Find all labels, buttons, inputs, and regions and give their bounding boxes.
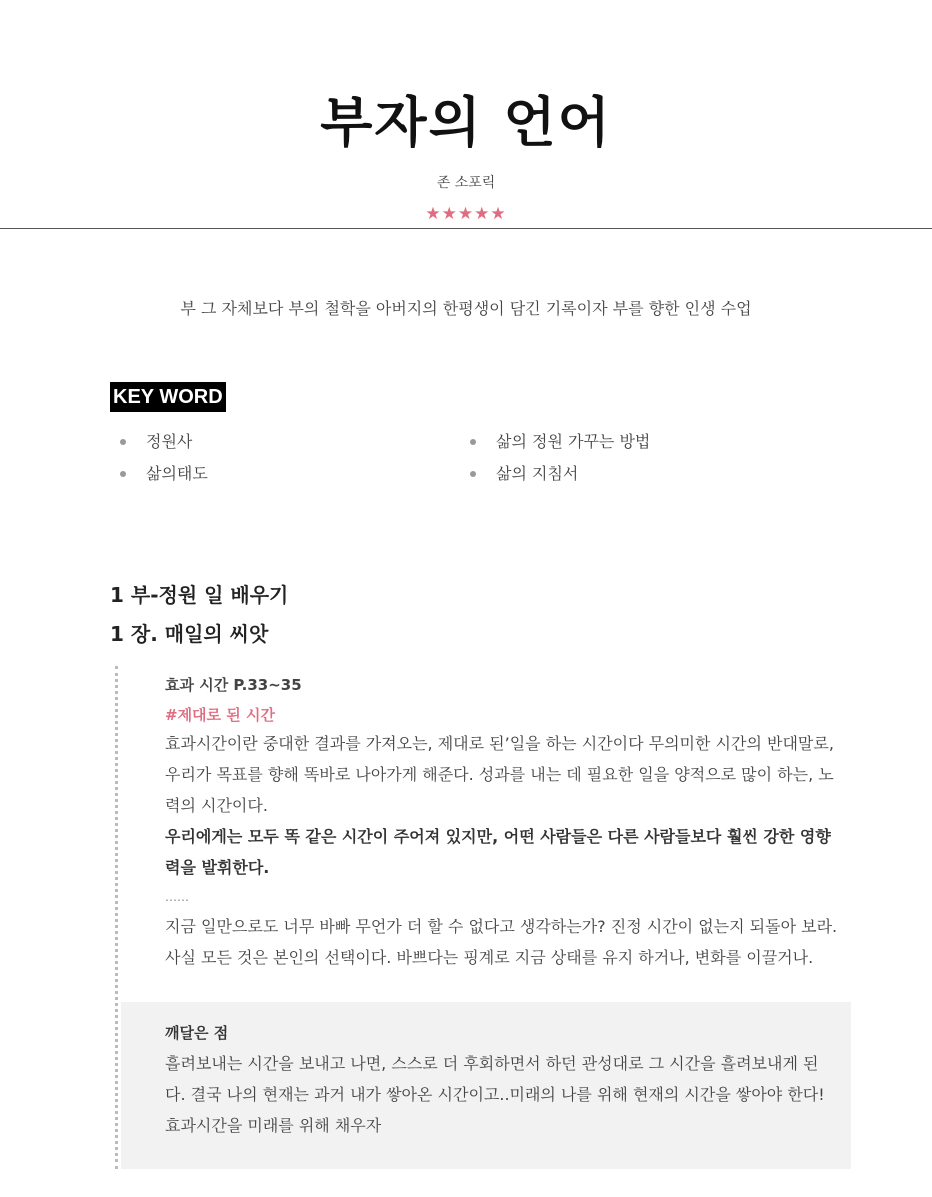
book-author: 존 소포릭: [436, 175, 496, 191]
insight-box: [121, 1002, 851, 1169]
quote-paragraph: 지금 일만으로도 너무 바빠 무언가 더 할 수 없다고 생각하는가? 진정 시간이 없는지 되돌아 보라. 사실 모든 것은 본인의 선택이다. 바쁘다는 핑계로 지금 상태를 유지 하거나, 변화를 이끌거나.: [165, 917, 838, 967]
keyword-item: [120, 460, 470, 488]
insight-text: 흘려보내는 시간을 보내고 나면, 스스로 더 후회하면서 하던 관성대로 그 시간을 흘려보내게 된다. 결국 나의 현재는 과거 내가 쌓아온 시간이고..미래의 나를 위해 현재의 시간을 쌓아야 한다! 효과시간을 미래를 위해 채우자: [165, 1054, 825, 1135]
book-summary: 부 그 자체보다 부의 철학을 아버지의 한평생이 담긴 기록이자 부를 향한 인생 수업: [180, 299, 752, 318]
bullet-icon: [470, 471, 476, 477]
keyword-text: 삶의태도: [146, 464, 208, 483]
keyword-text: 삶의 정원 가꾸는 방법: [496, 432, 651, 451]
hashtag: #제대로 된 시간: [165, 706, 275, 724]
keyword-label: KEY WORD: [110, 382, 226, 412]
quote-block: [115, 666, 848, 1169]
keyword-item: [470, 460, 820, 488]
keyword-item: [120, 428, 470, 456]
quote-highlight: 우리에게는 모두 똑 같은 시간이 주어져 있지만, 어떤 사람들은 다른 사람들보다 훨씬 강한 영향력을 발휘한다.: [165, 827, 831, 877]
quote-paragraph: 효과시간이란 중대한 결과를 가져오는, 제대로 된’일을 하는 시간이다 무의미한 시간의 반대말로, 우리가 목표를 향해 똑바로 나아가게 해준다. 성과를 내는 데 필요한 일을 양적으로 많이 하는, 노력의 시간이다.: [165, 734, 834, 815]
keyword-item: [470, 428, 820, 456]
chapter-heading: 1 장. 매일의 씨앗: [110, 622, 269, 646]
insight-title: 깨달은 점: [165, 1024, 229, 1042]
star-rating: ★★★★★: [425, 204, 507, 224]
book-header: [0, 0, 932, 229]
bullet-icon: [120, 471, 126, 477]
part-heading: 1 부-정원 일 배우기: [110, 583, 289, 607]
quote-content: [165, 666, 845, 973]
keyword-text: 삶의 지침서: [496, 464, 579, 483]
keyword-text: 정원사: [146, 432, 193, 451]
keyword-list: [120, 428, 820, 488]
ellipsis: ……: [165, 890, 189, 904]
bullet-icon: [470, 439, 476, 445]
bullet-icon: [120, 439, 126, 445]
book-title: 부자의 언어: [320, 91, 612, 154]
insight-content: [165, 1018, 835, 1141]
page-reference: 효과 시간 P.33~35: [165, 676, 302, 694]
